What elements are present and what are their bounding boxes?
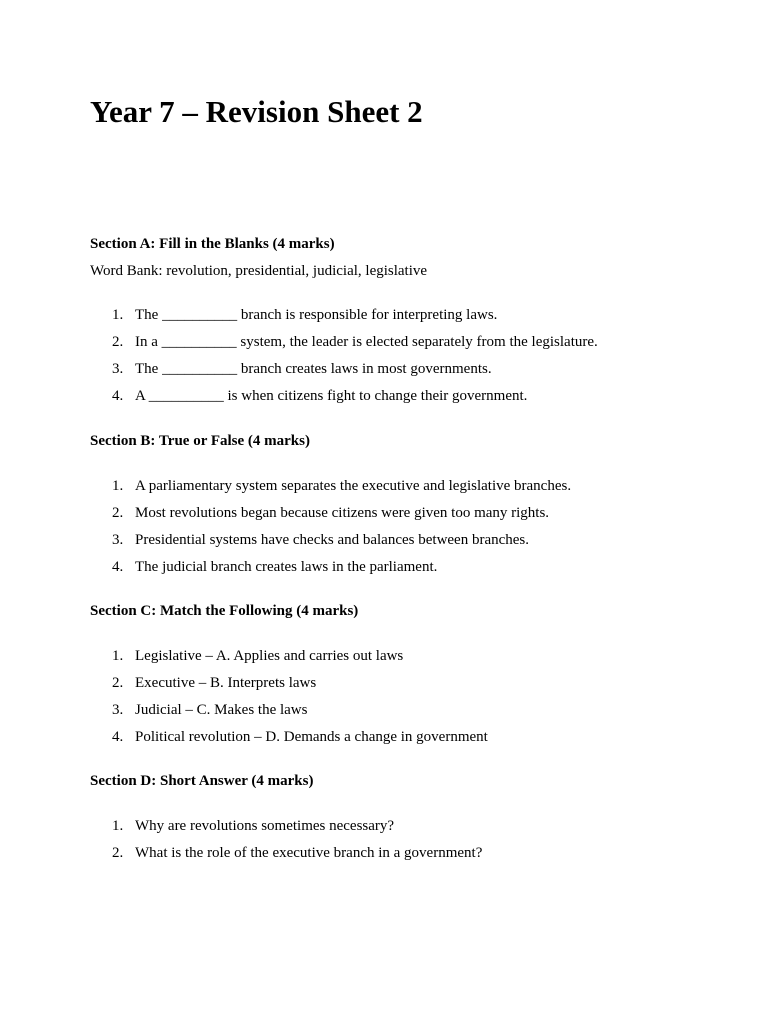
item-text: A __________ is when citizens fight to change their government. [135,388,528,404]
item-text: A parliamentary system separates the executive and legislative branches. [135,478,572,494]
section-a-heading: Section A: Fill in the Blanks (4 marks) [90,236,335,252]
item-text: Presidential systems have checks and balances between branches. [135,532,530,548]
item-number: 1. [112,648,124,664]
item-text: Why are revolutions sometimes necessary? [135,818,395,834]
item-number: 4. [112,388,124,404]
item-number: 1. [112,307,124,323]
item-text: Legislative – A. Applies and carries out laws [135,648,404,664]
section-c-heading: Section C: Match the Following (4 marks) [90,603,359,619]
item-text: Judicial – C. Makes the laws [135,702,308,718]
item-number: 4. [112,559,124,575]
section-d-heading: Section D: Short Answer (4 marks) [90,773,314,789]
item-text: The __________ branch creates laws in most governments. [135,361,492,377]
item-text: The judicial branch creates laws in the parliament. [135,559,438,575]
item-number: 3. [112,702,124,718]
item-text: The __________ branch is responsible for interpreting laws. [135,307,498,323]
item-number: 1. [112,478,124,494]
item-number: 1. [112,818,124,834]
item-text: Political revolution – D. Demands a change in government [135,729,488,745]
item-text: Most revolutions began because citizens were given too many rights. [135,505,550,521]
item-text: What is the role of the executive branch in a government? [135,845,483,861]
item-number: 2. [112,675,124,691]
item-text: Executive – B. Interprets laws [135,675,317,691]
section-b-heading: Section B: True or False (4 marks) [90,433,310,449]
item-number: 2. [112,845,124,861]
item-number: 2. [112,505,124,521]
page-title: Year 7 – Revision Sheet 2 [90,94,423,129]
item-text: In a __________ system, the leader is elected separately from the legislature. [135,334,598,350]
item-number: 3. [112,532,124,548]
item-number: 4. [112,729,124,745]
item-number: 3. [112,361,124,377]
word-bank: Word Bank: revolution, presidential, judicial, legislative [90,263,428,279]
item-number: 2. [112,334,124,350]
